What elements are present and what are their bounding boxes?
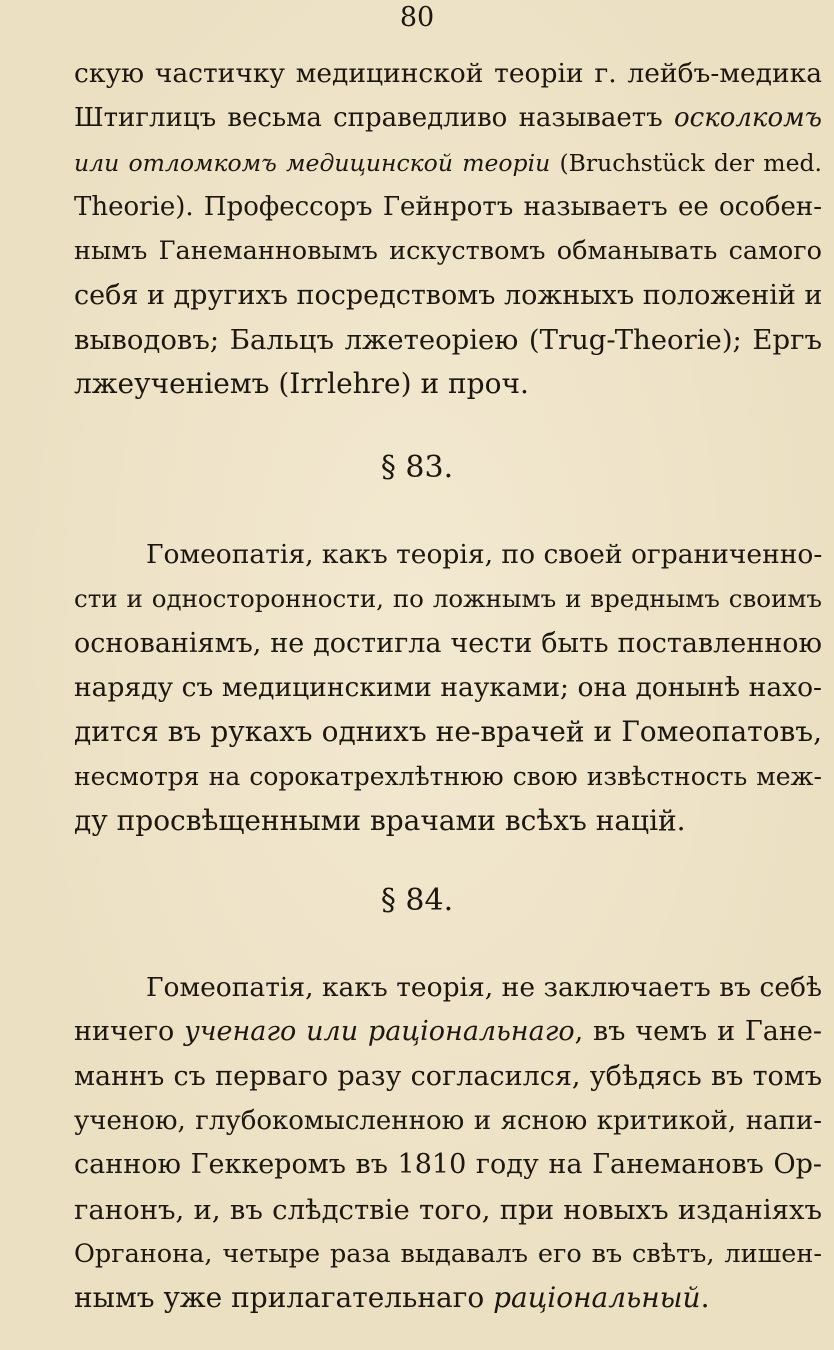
text-line xyxy=(74,1276,822,1320)
text-line xyxy=(74,710,822,754)
italic-text: раціональный xyxy=(493,1281,701,1315)
text-line xyxy=(74,622,822,666)
text-line xyxy=(74,1099,822,1143)
text-run: Гомеопатія, какъ теорія, по своей ограниченно- xyxy=(146,539,823,570)
text-line xyxy=(74,96,822,140)
text-run: ничего xyxy=(74,1016,185,1048)
text-run: лжеученіемъ (Irrlehre) и проч. xyxy=(74,367,529,401)
text-line xyxy=(74,185,822,229)
text-run: . xyxy=(700,1281,710,1315)
text-run: Theorie). Профессоръ Гейнротъ называетъ ее особен- xyxy=(74,191,822,222)
text-run: нымъ Ганеманновымъ искуствомъ обманывать самого xyxy=(74,236,822,267)
text-line xyxy=(74,318,822,362)
text-run: ду просвѣщенными врачами всѣхъ націй. xyxy=(74,803,686,837)
text-line xyxy=(74,755,822,799)
italic-text: или отломкомъ медицинской теоріи xyxy=(74,148,551,177)
text-line xyxy=(146,966,822,1010)
text-line xyxy=(146,533,822,577)
text-line xyxy=(74,229,822,273)
section-heading-83: § 83. xyxy=(380,450,454,485)
text-run: дится въ рукахъ однихъ не-врачей и Гомеопатовъ, xyxy=(74,715,822,749)
text-line xyxy=(74,362,822,406)
page-number: 80 xyxy=(399,2,435,33)
text-run: нымъ уже прилагательнаго xyxy=(74,1281,494,1315)
text-run: ученою, глубокомысленною и ясною критикой, напи- xyxy=(74,1105,822,1136)
text-run: основаніямъ, не достигла чести быть поставленною xyxy=(74,627,822,659)
text-line xyxy=(74,274,822,318)
text-line xyxy=(74,52,822,96)
section-heading-84: § 84. xyxy=(380,883,454,918)
text-line xyxy=(74,1143,822,1187)
text-line xyxy=(74,1055,822,1099)
text-run: наряду съ медицинскими науками; она донынѣ нахо- xyxy=(74,671,822,703)
text-run: сти и односторонности, по ложнымъ и вреднымъ своимъ xyxy=(74,584,822,614)
text-run: , въ чемъ и Гане- xyxy=(574,1016,822,1048)
text-run: выводовъ; Бальцъ лжетеоріею (Trug-Theorie); Ергъ xyxy=(74,323,822,356)
text-line xyxy=(74,1010,822,1054)
text-run: маннъ съ перваго разу согласился, убѣдясь въ томъ xyxy=(74,1060,822,1092)
text-line xyxy=(74,1232,822,1276)
text-run: санною Геккеромъ въ 1810 году на Ганемановъ Ор- xyxy=(74,1149,822,1181)
text-run: скую частичку медицинской теоріи г. лейбъ-медика xyxy=(74,58,822,89)
text-run: себя и другихъ посредствомъ ложныхъ положеній и xyxy=(74,279,823,311)
text-run: ганонъ, и, въ слѣдствіе того, при новыхъ изданіяхъ xyxy=(74,1193,822,1226)
text-run: (Bruchstück der med. xyxy=(550,148,822,177)
text-run: Органона, четыре раза выдавалъ его въ свѣтъ, лишен- xyxy=(74,1238,822,1269)
italic-text: осколкомъ xyxy=(673,103,822,134)
text-line xyxy=(74,1188,822,1232)
text-run: Штиглицъ весьма справедливо называетъ xyxy=(74,103,674,134)
text-run: несмотря на сорокатрехлѣтнюю свою извѣстность меж- xyxy=(74,761,822,791)
text-line xyxy=(74,799,822,843)
italic-text: ученаго или раціональнаго xyxy=(184,1016,575,1048)
text-run: Гомеопатія, какъ теорія, не заключаетъ въ себѣ xyxy=(146,972,822,1003)
text-line xyxy=(74,577,822,621)
text-line xyxy=(74,141,822,185)
text-line xyxy=(74,666,822,710)
